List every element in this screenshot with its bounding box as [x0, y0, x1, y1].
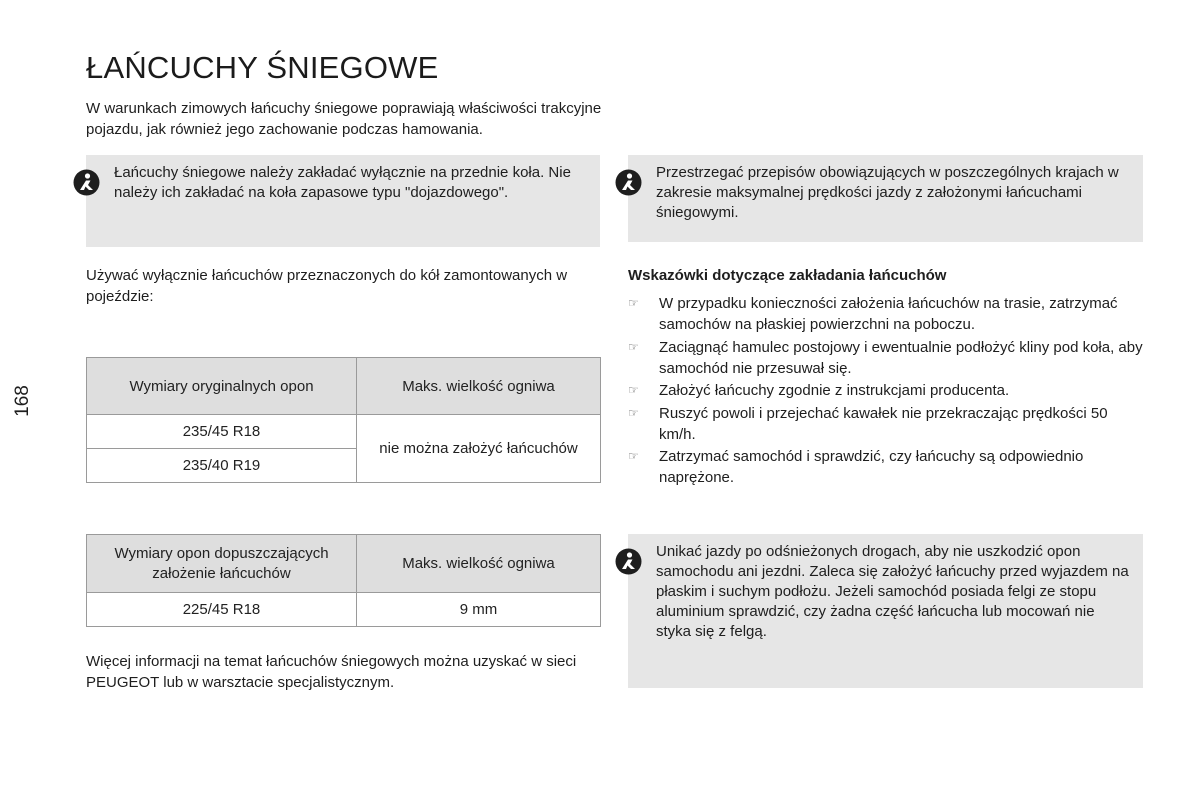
table-cell: 225/45 R18 — [87, 593, 357, 627]
list-item-text: Zaciągnąć hamulec postojowy i ewentualnie podłożyć kliny pod koła, aby samochód nie przesuwał się. — [659, 338, 1143, 377]
table-header-cell: Wymiary oryginalnych opon — [87, 358, 357, 415]
more-info-paragraph: Więcej informacji na temat łańcuchów śniegowych można uzyskać w sieci PEUGEOT lub w warsztacie specjalistycznym. — [86, 653, 577, 691]
list-item-text: Ruszyć powoli i przejechać kawałek nie przekraczając prędkości 50 km/h. — [659, 404, 1108, 443]
info-icon — [615, 548, 642, 575]
note-box-speed-limits — [628, 155, 1143, 242]
table-row — [87, 593, 601, 627]
list-item — [628, 337, 1143, 379]
chain-compatible-tyres-table — [86, 534, 601, 627]
table-cell: nie można założyć łańcuchów — [357, 415, 601, 483]
list-item-text: Zatrzymać samochód i sprawdzić, czy łańcuchy są odpowiednio naprężone. — [659, 448, 1084, 486]
note-box-cleared-roads — [628, 534, 1143, 688]
tips-list — [628, 293, 1143, 490]
section-heading: Wskazówki dotyczące zakładania łańcuchów — [628, 267, 947, 284]
intro-paragraph: W warunkach zimowych łańcuchy śniegowe poprawiają właściwości trakcyjne pojazdu, jak również jego zachowanie podczas hamowania. — [86, 100, 602, 138]
table-header-row — [87, 358, 601, 415]
table-cell: 9 mm — [357, 593, 601, 627]
list-item — [628, 293, 1143, 335]
table-header-cell: Maks. wielkość ogniwa — [357, 535, 601, 593]
page-title: ŁAŃCUCHY ŚNIEGOWE — [86, 50, 439, 85]
note-text: Przestrzegać przepisów obowiązujących w poszczególnych krajach w zakresie maksymalnej prędkości jazdy z założonymi łańcuchami śniegowymi. — [656, 164, 1119, 221]
pointing-hand-icon: ☞ — [628, 383, 639, 397]
note-text: Unikać jazdy po odśnieżonych drogach, aby nie uszkodzić opon samochodu ani jezdni. Zaleca się założyć łańcuchy przed wyjazdem na płaskim i suchym podłożu. Jeżeli samochód posiada felgi ze stopu aluminium sprawdzić, czy żadna część łańcucha lub mocowań nie styka się z felgą. — [656, 543, 1129, 640]
list-item — [628, 446, 1143, 488]
table-cell: 235/45 R18 — [87, 415, 357, 449]
list-item — [628, 380, 1143, 401]
pointing-hand-icon: ☞ — [628, 405, 639, 420]
pointing-hand-icon: ☞ — [628, 296, 639, 310]
table-header-row — [87, 535, 601, 593]
pointing-hand-icon: ☞ — [628, 449, 639, 463]
info-icon — [615, 169, 642, 196]
page-number: 168 — [12, 385, 33, 417]
note-text: Łańcuchy śniegowe należy zakładać wyłącznie na przednie koła. Nie należy ich zakładać na koła zapasowe typu "dojazdowego". — [114, 164, 571, 201]
table-cell: 235/40 R19 — [87, 449, 357, 483]
usage-paragraph: Używać wyłącznie łańcuchów przeznaczonych do kół zamontowanych w pojeździe: — [86, 267, 568, 305]
table-header-cell: Maks. wielkość ogniwa — [357, 358, 601, 415]
list-item — [628, 403, 1143, 445]
list-item-text: W przypadku konieczności założenia łańcuchów na trasie, zatrzymać samochów na płaskiej powierzchni na poboczu. — [659, 295, 1118, 333]
pointing-hand-icon: ☞ — [628, 339, 639, 354]
info-icon — [73, 169, 100, 196]
list-item-text: Założyć łańcuchy zgodnie z instrukcjami producenta. — [659, 382, 1010, 399]
note-box-front-wheels — [86, 155, 600, 247]
original-tyres-table — [86, 357, 601, 483]
table-row — [87, 415, 601, 449]
table-header-cell: Wymiary opon dopuszczających założenie łańcuchów — [87, 535, 357, 593]
